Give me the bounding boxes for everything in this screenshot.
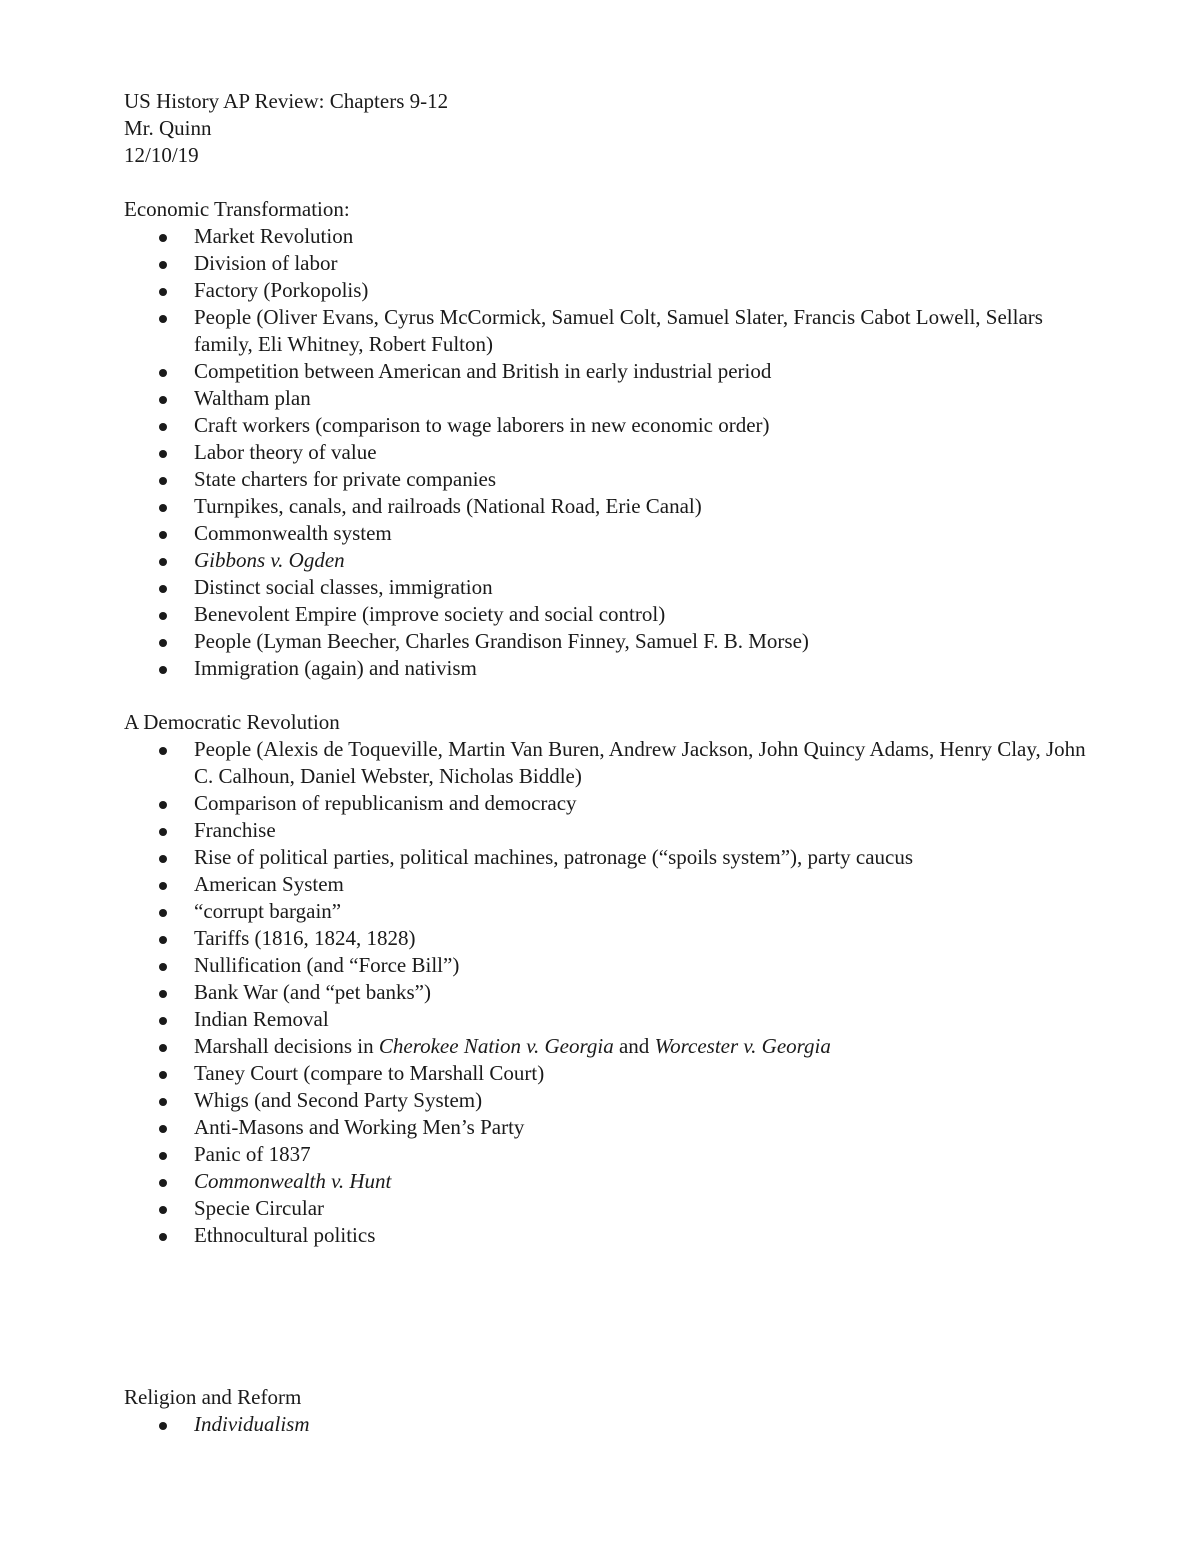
italic-text: Commonwealth v. Hunt — [194, 1169, 392, 1193]
list-item — [194, 1168, 1104, 1195]
list-item — [194, 655, 1104, 682]
bullet-list — [124, 1411, 1104, 1438]
item-text: Bank War (and “pet banks”) — [194, 980, 431, 1004]
bullet-icon — [159, 504, 167, 512]
bullet-icon — [159, 747, 167, 755]
section-heading: Religion and Reform — [124, 1385, 302, 1409]
section-religion-and-reform — [124, 1384, 1104, 1438]
bullet-icon — [159, 1422, 167, 1430]
bullet-icon — [159, 1125, 167, 1133]
list-item — [194, 790, 1104, 817]
list-item — [194, 1114, 1104, 1141]
list-item — [194, 1060, 1104, 1087]
item-text: Comparison of republicanism and democracy — [194, 791, 577, 815]
list-item — [194, 439, 1104, 466]
bullet-icon — [159, 396, 167, 404]
bullet-icon — [159, 1017, 167, 1025]
italic-text: Cherokee Nation v. Georgia — [378, 1034, 614, 1058]
list-item — [194, 1222, 1104, 1249]
item-text: Labor theory of value — [194, 440, 377, 464]
bullet-icon — [159, 963, 167, 971]
list-item — [194, 979, 1104, 1006]
item-text: Waltham plan — [194, 386, 311, 410]
item-text: People (Alexis de Toqueville, Martin Van Buren, Andrew Jackson, John Quincy Adams, Henry Clay, John C. Calhoun, Daniel Webster, Nicholas Biddle) — [194, 737, 1086, 788]
bullet-icon — [159, 801, 167, 809]
bullet-icon — [159, 882, 167, 890]
list-item — [194, 925, 1104, 952]
bullet-icon — [159, 909, 167, 917]
list-item — [194, 358, 1104, 385]
bullet-icon — [159, 1206, 167, 1214]
document-page — [124, 88, 1104, 1438]
bullet-icon — [159, 423, 167, 431]
item-text: Distinct social classes, immigration — [194, 575, 493, 599]
bullet-icon — [159, 666, 167, 674]
item-text: and — [613, 1034, 655, 1058]
list-item — [194, 601, 1104, 628]
list-item — [194, 1141, 1104, 1168]
item-text: Anti-Masons and Working Men’s Party — [194, 1115, 525, 1139]
item-text: Craft workers (comparison to wage laborers in new economic order) — [194, 413, 770, 437]
list-item — [194, 1195, 1104, 1222]
list-item — [194, 628, 1104, 655]
bullet-icon — [159, 828, 167, 836]
list-item — [194, 736, 1104, 790]
list-item — [194, 520, 1104, 547]
section-economic-transformation — [124, 196, 1104, 682]
bullet-icon — [159, 855, 167, 863]
list-item — [194, 547, 1104, 574]
bullet-icon — [159, 612, 167, 620]
item-text: American System — [194, 872, 344, 896]
list-item — [194, 574, 1104, 601]
bullet-icon — [159, 450, 167, 458]
item-text: Franchise — [194, 818, 276, 842]
teacher-name: Mr. Quinn — [124, 116, 212, 140]
list-item — [194, 1087, 1104, 1114]
item-text: Panic of 1837 — [194, 1142, 311, 1166]
item-text: Tariffs (1816, 1824, 1828) — [194, 926, 416, 950]
list-item — [194, 466, 1104, 493]
bullet-icon — [159, 936, 167, 944]
section-heading: Economic Transformation: — [124, 197, 350, 221]
item-text: Competition between American and British in early industrial period — [194, 359, 772, 383]
bullet-icon — [159, 990, 167, 998]
bullet-icon — [159, 1098, 167, 1106]
item-text: People (Oliver Evans, Cyrus McCormick, Samuel Colt, Samuel Slater, Francis Cabot Lowell, Sellars family, Eli Whitney, Robert Fulton) — [194, 305, 1043, 356]
bullet-icon — [159, 639, 167, 647]
item-text: Marshall decisions in — [194, 1034, 379, 1058]
list-item — [194, 412, 1104, 439]
item-text: Factory (Porkopolis) — [194, 278, 369, 302]
list-item — [194, 844, 1104, 871]
list-item — [194, 871, 1104, 898]
bullet-icon — [159, 585, 167, 593]
bullet-icon — [159, 1179, 167, 1187]
list-item — [194, 817, 1104, 844]
bullet-icon — [159, 1044, 167, 1052]
item-text: Taney Court (compare to Marshall Court) — [194, 1061, 545, 1085]
section-democratic-revolution — [124, 709, 1104, 1249]
bullet-icon — [159, 1233, 167, 1241]
italic-text: Gibbons v. Ogden — [194, 548, 345, 572]
list-item — [194, 250, 1104, 277]
item-text: Indian Removal — [194, 1007, 329, 1031]
bullet-icon — [159, 477, 167, 485]
bullet-icon — [159, 1152, 167, 1160]
bullet-icon — [159, 531, 167, 539]
bullet-icon — [159, 288, 167, 296]
section-heading: A Democratic Revolution — [124, 710, 340, 734]
item-text: Division of labor — [194, 251, 338, 275]
item-text: Rise of political parties, political machines, patronage (“spoils system”), party caucus — [194, 845, 914, 869]
item-text: People (Lyman Beecher, Charles Grandison Finney, Samuel F. B. Morse) — [194, 629, 809, 653]
item-text: Market Revolution — [194, 224, 354, 248]
item-text: Whigs (and Second Party System) — [194, 1088, 483, 1112]
item-text: Turnpikes, canals, and railroads (National Road, Erie Canal) — [194, 494, 702, 518]
document-title: US History AP Review: Chapters 9-12 — [124, 89, 449, 113]
list-item — [194, 952, 1104, 979]
bullet-icon — [159, 369, 167, 377]
italic-text: Worcester v. Georgia — [654, 1034, 831, 1058]
bullet-icon — [159, 234, 167, 242]
item-text: State charters for private companies — [194, 467, 497, 491]
list-item — [194, 304, 1104, 358]
list-item — [194, 898, 1104, 925]
bullet-icon — [159, 1071, 167, 1079]
item-text: Ethnocultural politics — [194, 1223, 376, 1247]
item-text: Nullification (and “Force Bill”) — [194, 953, 460, 977]
bullet-list — [124, 223, 1104, 682]
item-text: Benevolent Empire (improve society and social control) — [194, 602, 666, 626]
bullet-list — [124, 736, 1104, 1249]
list-item — [194, 1033, 1104, 1060]
list-item — [194, 1006, 1104, 1033]
italic-text: Individualism — [194, 1412, 310, 1436]
list-item — [194, 493, 1104, 520]
bullet-icon — [159, 261, 167, 269]
list-item — [194, 277, 1104, 304]
item-text: Immigration (again) and nativism — [194, 656, 477, 680]
list-item — [194, 223, 1104, 250]
bullet-icon — [159, 558, 167, 566]
list-item — [194, 1411, 1104, 1438]
list-item — [194, 385, 1104, 412]
item-text: Commonwealth system — [194, 521, 392, 545]
document-date: 12/10/19 — [124, 143, 199, 167]
item-text: Specie Circular — [194, 1196, 325, 1220]
bullet-icon — [159, 315, 167, 323]
item-text: “corrupt bargain” — [194, 899, 342, 923]
